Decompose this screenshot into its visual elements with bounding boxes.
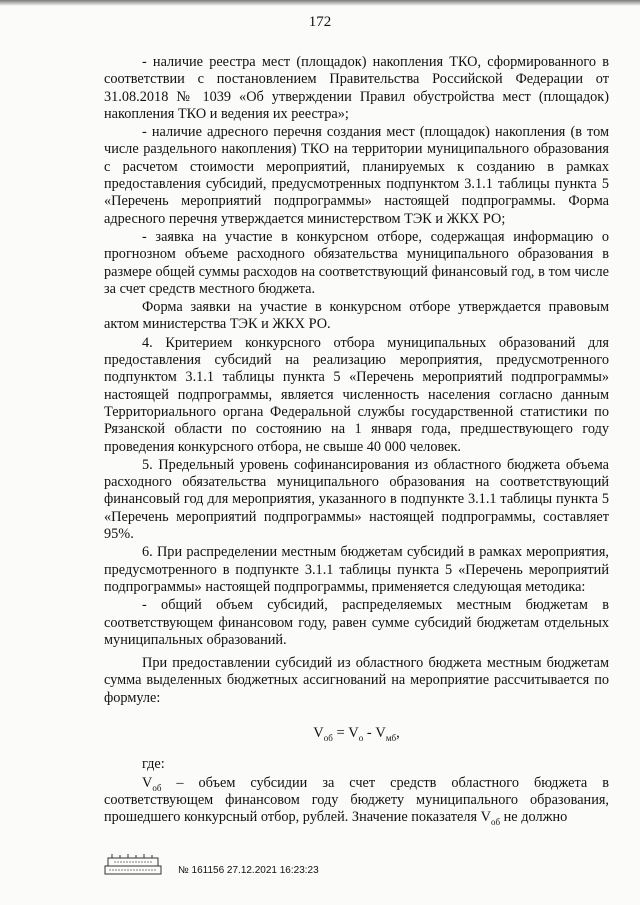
paragraph: 4. Критерием конкурсного отбора муниципальных образований для предоставления субсидий на реализацию мероприятия, предусмотренного подпунктом 3.1.1 таблицы пункта 5 «Перечень мероприятий подпрограммы» настоящей подпрограммы, является численность населения согласно данным Территориального органа Федеральной службы государственной статистики по Рязанской области по состоянию на 1 января года, предшествующего году проведения конкурсного отбора, не свыше 40 000 человек. [104,334,609,455]
document-stamp: № 161156 27.12.2021 16:23:23 [178,865,319,876]
formula-minus: - [363,724,376,741]
document-body [104,54,609,827]
definition-symbol2-sub: об [490,817,501,828]
formula-term1-sub: о [358,732,364,743]
scan-top-edge [0,0,640,6]
paragraph: - наличие адресного перечня создания мест (площадок) накопления (в том числе раздельного накопления) ТКО на территории муниципального образования с расчетом стоимости мероприятий, планируемых к созданию в рамках предоставления субсидий, предусмотренных подпунктом 3.1.1 таблицы пункта 5 «Перечень мероприятий подпрограммы» настоящей подпрограммы. Форма адресного перечня утверждается министерством ТЭК и ЖКХ РО; [104,124,609,227]
paragraph: Форма заявки на участие в конкурсном отборе утверждается правовым актом министерства ТЭК и ЖКХ РО. [104,299,609,333]
paragraph: 5. Предельный уровень софинансирования из областного бюджета объема расходного обязательства муниципального образования на соответствующий финансовый год для мероприятия, указанного в подпункте 3.1.1 таблицы пункта 5 «Перечень мероприятий подпрограммы» настоящей подпрограммы, составляет 95%. [104,456,609,543]
definition-symbol: V [142,774,153,791]
paragraph: При предоставлении субсидий из областного бюджета местным бюджетам сумма выделенных бюджетных ассигнований на мероприятие рассчитывается по формуле: [104,655,609,706]
formula-lhs-sub: об [323,732,333,743]
footer [104,852,404,882]
definition-tail: не должно [500,809,568,826]
paragraph: 6. При распределении местным бюджетам субсидий в рамках мероприятия, предусмотренного в подпункте 3.1.1 таблицы пункта 5 «Перечень мероприятий подпрограммы» настоящей подпрограммы, применяется следующая методика: [104,544,609,595]
formula-eq: = [332,724,349,741]
emblem-seal-icon [104,852,162,876]
definition-symbol2: V [480,809,491,826]
formula [104,725,609,742]
page-number: 172 [308,14,332,30]
formula-term1: V [348,724,359,741]
definition-text: – объем субсидии за счет средств областного бюджета в соответствующем финансовом году бюджету муниципального образования, прошедшего конкурсный отбор, рублей. Значение показателя [104,774,609,826]
paragraph: - наличие реестра мест (площадок) накопления ТКО, сформированного в соответствии с постановлением Правительства Российской Федерации от 31.08.2018 № 1039 «Об утверждении Правил обустройства мест (площадок) накопления ТКО и ведения их реестра»; [104,54,609,122]
formula-tail: , [396,724,400,741]
definition-symbol-sub: об [152,782,162,793]
formula-term2: V [375,724,386,741]
where-label: где: [142,756,165,773]
paragraph: - заявка на участие в конкурсном отборе, содержащая информацию о прогнозном объеме расходного обязательства муниципального образования в размере общей суммы расходов на соответствующий финансовый год, в том числе за счет средств местного бюджета. [104,228,609,297]
formula-lhs: V [313,724,324,741]
formula-term2-sub: мб [385,732,397,743]
definition-paragraph [104,775,609,827]
paragraph: - общий объем субсидий, распределяемых местным бюджетам в соответствующем финансовом году, равен сумме субсидий бюджетам отдельных муниципальных образований. [104,597,609,648]
